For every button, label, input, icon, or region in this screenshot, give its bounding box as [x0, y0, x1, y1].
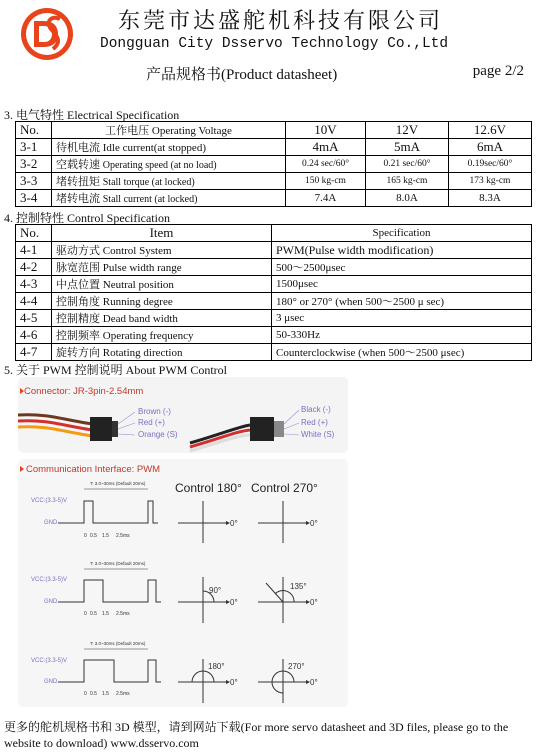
- value: 0.24 sec/60°: [286, 156, 366, 173]
- row-item: [52, 156, 286, 173]
- electrical-spec-table: [15, 121, 532, 207]
- row-no: 4-5: [16, 310, 52, 327]
- period-label: T: 3.0~30ms (Default 20ms): [90, 561, 146, 566]
- item-cn: 堵转扭矩: [56, 176, 100, 188]
- item-cn: 堵转电流: [56, 193, 100, 205]
- item-en: Idle current(at stopped): [102, 142, 206, 154]
- value: 0.19sec/60°: [449, 156, 532, 173]
- company-name-en: Dongguan City Dsservo Technology Co.,Ltd: [100, 36, 449, 52]
- value: 165 kg-cm: [366, 173, 449, 190]
- item-en: Control System: [102, 245, 172, 257]
- wire-label-white: White (S): [301, 430, 335, 439]
- row-item: [52, 259, 272, 276]
- period-label: T: 3.0~30ms (Default 20ms): [90, 641, 146, 646]
- item-cn: 空载转速: [56, 159, 100, 171]
- table-row: [16, 139, 532, 156]
- col-item: Item: [52, 225, 272, 242]
- row-no: 3-1: [16, 139, 52, 156]
- spec-value: Counterclockwise (when 500～2500 μsec): [272, 344, 532, 361]
- table-header-row: [16, 225, 532, 242]
- control-270-heading: Control 270°: [251, 481, 318, 495]
- row-no: 4-2: [16, 259, 52, 276]
- section-3-title: 3. 电气特性 Electrical Specification: [4, 108, 180, 122]
- row-no: 4-3: [16, 276, 52, 293]
- control-180-heading: Control 180°: [175, 481, 242, 495]
- row-no: 3-4: [16, 190, 52, 207]
- row-no: 4-4: [16, 293, 52, 310]
- table-row: [16, 276, 532, 293]
- table-row: [16, 190, 532, 207]
- row-no: 4-7: [16, 344, 52, 361]
- wire-label-red: Red (+): [138, 418, 165, 427]
- col-12v: 12V: [366, 122, 449, 139]
- zero-deg-label: 0°: [230, 678, 238, 687]
- comm-title: Communication Interface: PWM: [26, 464, 161, 475]
- connector-title: Connector: JR-3pin-2.54mm: [24, 386, 144, 397]
- section-5-title: 5. 关于 PWM 控制说明 About PWM Control: [4, 363, 228, 377]
- row-no: 3-2: [16, 156, 52, 173]
- item-cn: 中点位置: [56, 279, 100, 291]
- row-item: [52, 139, 286, 156]
- item-cn: 脉宽范围: [56, 262, 100, 274]
- wire-label-black: Black (-): [301, 405, 331, 414]
- tick-0-5: 0.5: [90, 691, 97, 697]
- footer-line-2: website to download) www.dsservo.com: [4, 736, 199, 750]
- spec-value: 1500μsec: [272, 276, 532, 293]
- item-en: Stall current (at locked): [102, 194, 198, 205]
- tick-2-5: 2.5ms: [116, 691, 130, 697]
- col-10v: 10V: [286, 122, 366, 139]
- tick-2-5: 2.5ms: [116, 533, 130, 539]
- value: 8.3A: [449, 190, 532, 207]
- row-item: [52, 344, 272, 361]
- table-row: [16, 310, 532, 327]
- zero-deg-label: 0°: [230, 519, 238, 528]
- document-title: 产品规格书(Product datasheet): [146, 67, 338, 83]
- value: 6mA: [449, 139, 532, 156]
- gnd-label: GND: [44, 599, 58, 605]
- col-no: No.: [16, 122, 52, 139]
- company-name-cn: 东莞市达盛舵机科技有限公司: [118, 8, 444, 33]
- row-item: [52, 276, 272, 293]
- table-row: [16, 327, 532, 344]
- row-no: 3-3: [16, 173, 52, 190]
- item-en: Stall torque (at locked): [102, 177, 195, 188]
- value: 4mA: [286, 139, 366, 156]
- tick-0-5: 0.5: [90, 611, 97, 617]
- table-row: [16, 242, 532, 259]
- angle-180-label: 180°: [208, 662, 225, 671]
- value: 8.0A: [366, 190, 449, 207]
- wire-label-red-right: Red (+): [301, 418, 328, 427]
- row-no: 4-6: [16, 327, 52, 344]
- spec-value: 500～2500μsec: [272, 259, 532, 276]
- tick-0: 0: [84, 533, 87, 539]
- row-item: [52, 190, 286, 207]
- zero-deg-label: 0°: [230, 598, 238, 607]
- col-12-6v: 12.6V: [449, 122, 532, 139]
- footer-line-1: 更多的舵机规格书和 3D 模型，请到网站下载(For more servo datasheet and 3D files, please go to the: [4, 720, 509, 734]
- wire-label-brown: Brown (-): [138, 407, 171, 416]
- tick-1-5: 1.5: [102, 611, 109, 617]
- item-en: Dead band width: [102, 313, 178, 325]
- ds-logo-icon: [20, 7, 74, 61]
- vcc-label: VCC:(3.3-5)V: [31, 498, 68, 504]
- tick-0: 0: [84, 691, 87, 697]
- spec-value: 50-330Hz: [272, 327, 532, 344]
- item-en: Operating frequency: [102, 330, 194, 342]
- vcc-label: VCC:(3.3-5)V: [31, 658, 68, 664]
- row-item: [52, 173, 286, 190]
- angle-90-label: 90°: [209, 586, 222, 595]
- zero-deg-label: 0°: [310, 598, 318, 607]
- spec-value: 3 μsec: [272, 310, 532, 327]
- item-en: Neutral position: [102, 279, 174, 291]
- angle-135-label: 135°: [290, 582, 307, 591]
- gnd-label: GND: [44, 679, 58, 685]
- value: 7.4A: [286, 190, 366, 207]
- col-spec: Specification: [272, 225, 532, 242]
- item-cn: 旋转方向: [56, 347, 100, 359]
- row-item: [52, 327, 272, 344]
- zero-deg-label: 0°: [310, 519, 318, 528]
- table-row: [16, 173, 532, 190]
- value: 0.21 sec/60°: [366, 156, 449, 173]
- value: 173 kg-cm: [449, 173, 532, 190]
- angle-270-label: 270°: [288, 662, 305, 671]
- item-cn: 驱动方式: [56, 245, 100, 257]
- item-cn: 控制精度: [56, 313, 100, 325]
- zero-deg-label: 0°: [310, 678, 318, 687]
- section-4-title: 4. 控制特性 Control Specification: [4, 211, 170, 225]
- tick-1-5: 1.5: [102, 533, 109, 539]
- row-no: 4-1: [16, 242, 52, 259]
- page-number: page 2/2: [472, 63, 524, 79]
- vcc-label: VCC:(3.3-5)V: [31, 577, 68, 583]
- period-label: T: 3.0~30ms (Default 20ms): [90, 481, 146, 486]
- item-cn: 控制频率: [56, 330, 100, 342]
- pwm-control-figure: [18, 377, 348, 707]
- gnd-label: GND: [44, 520, 58, 526]
- tick-1-5: 1.5: [102, 691, 109, 697]
- spec-value: PWM(Pulse width modification): [272, 242, 532, 259]
- table-row: [16, 156, 532, 173]
- table-header-row: [16, 122, 532, 139]
- col-no: No.: [16, 225, 52, 242]
- value: 5mA: [366, 139, 449, 156]
- item-en: Pulse width range: [102, 262, 182, 274]
- tick-2-5: 2.5ms: [116, 611, 130, 617]
- col-item: 工作电压 Operating Voltage: [52, 122, 286, 139]
- row-item: [52, 293, 272, 310]
- item-en: Running degree: [102, 296, 173, 308]
- row-item: [52, 310, 272, 327]
- row-item: [52, 242, 272, 259]
- table-row: [16, 293, 532, 310]
- value: 150 kg-cm: [286, 173, 366, 190]
- item-cn: 待机电流: [56, 142, 100, 154]
- wire-label-orange: Orange (S): [138, 430, 178, 439]
- item-cn: 控制角度: [56, 296, 100, 308]
- spec-value: 180° or 270° (when 500～2500 μ sec): [272, 293, 532, 310]
- tick-0: 0: [84, 611, 87, 617]
- table-row: [16, 259, 532, 276]
- item-en: Rotating direction: [102, 347, 183, 359]
- table-row: [16, 344, 532, 361]
- item-en: Operating speed (at no load): [102, 160, 217, 171]
- tick-0-5: 0.5: [90, 533, 97, 539]
- control-spec-table: [15, 224, 532, 361]
